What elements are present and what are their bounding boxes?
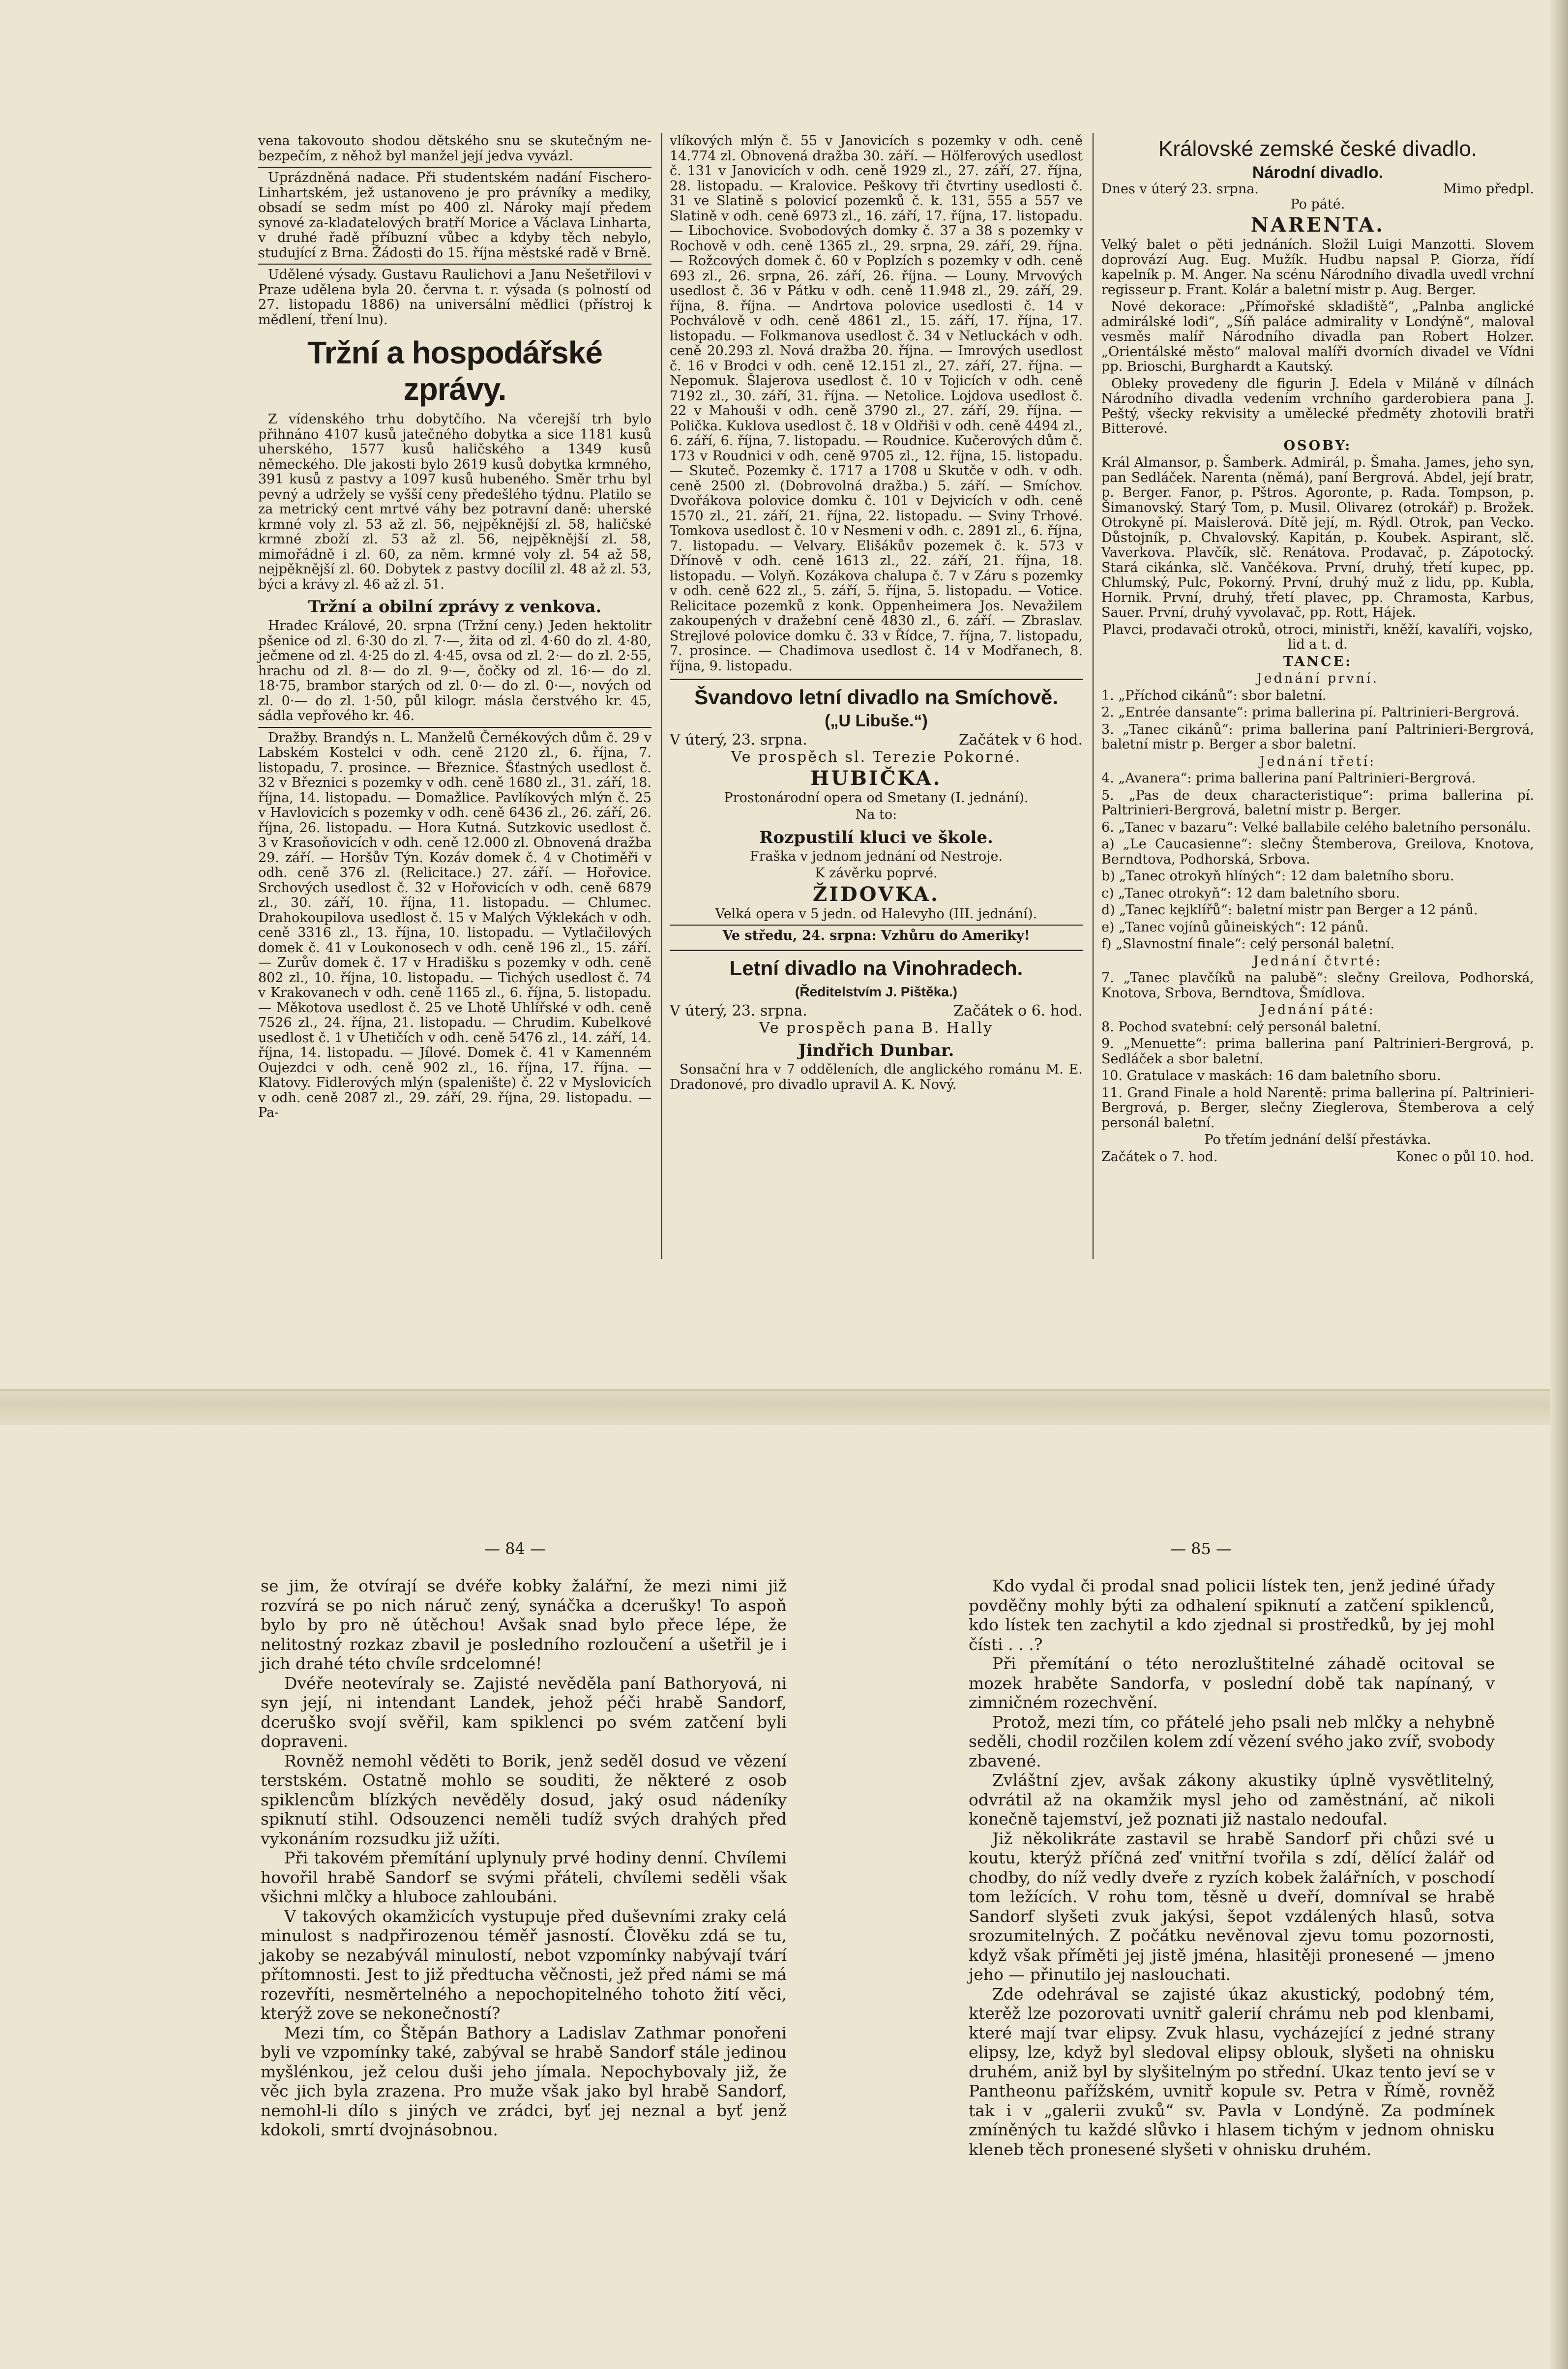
act-heading: Jednání čtvrté: — [1253, 953, 1383, 969]
column-rule — [661, 133, 662, 1259]
column-2 — [670, 134, 1083, 1094]
column-3 — [1101, 134, 1534, 1165]
book-paragraph: Rovněž nemohl věděti to Borik, jenž seděl dosud ve vězení terstském. Ostatně mohlo se souditi, že některé z osob spiklencům blízkých nevěděly dosud, jaký osud nádeníky spiknutí stihl. Odsouzenci neměli tudíž svých drahých před vykonáním rozsudku již užíti. — [261, 1751, 787, 1848]
performance-number: Po páté. — [1290, 196, 1345, 212]
book-paragraph: Dvéře neotevíraly se. Zajisté nevěděla paní Bathoryová, ni syn její, ni intendant Landek, jehož péči hrabě Sandorf, dceruško svojí svěřil, kam spiklenci po svém zatčení byli dopraveni. — [261, 1673, 787, 1751]
book-paragraph: se jim, že otvírají se dvéře kobky žalářní, že mezi nimi již rozvírá se po nich náruč zený, synáčka a dcerušky! To aspoň bylo by pro ně útěchou! Avšak snad bylo přece lépe, že nelitostný rozkaz zbavil je posledního rozloučení a ušetřil je i jich drahé této chvíle srdcelomné! — [261, 1576, 787, 1673]
act-heading: Jednání první. — [1256, 671, 1379, 686]
play-title: ŽIDOVKA. — [813, 882, 940, 906]
column-1 — [258, 134, 651, 1123]
cast-list: Plavci, prodavači otroků, otroci, ministři, kněží, kavalíři, vojsko, lid a t. d. — [1102, 622, 1533, 652]
paragraph: vena takovouto shodou dětského snu se skutečným ne-bezpečím, z něhož byl manžel její jedva vyvázl. — [258, 133, 651, 164]
cast-heading: OSOBY: — [1283, 438, 1352, 453]
dance-item: b) „Tanec otrokyň hlíných“: 12 dam baletního sboru. — [1101, 869, 1454, 884]
dance-item: c) „Tanec otrokyň“: 12 dam baletního sboru. — [1101, 885, 1400, 901]
play-title: Rozpustilí kluci ve škole. — [759, 827, 993, 847]
play-title: NARENTA. — [1250, 213, 1385, 237]
date: Dnes v úterý 23. srpna. — [1101, 181, 1259, 197]
play-desc: K závěrku poprvé. — [815, 866, 938, 881]
benefit: Ve prospěch pana B. Hally — [759, 1019, 993, 1037]
book-paragraph: Zde odehrával se zajisté úkaz akustický, podobný tém, kterěž lze pozorovati uvnitř galerií chrámu neb pod klenbami, které mají tvar elipsy. Zvuk hlasu, vycházející z jedné strany elipsy, lze, když byl sledoval elipsy oblouk, slyšeti na ohnisku druhém, aniž byl by slyšitelným po střední. Ukaz tento jeví se v Pantheonu pařížském, uvnitř kopule sv. Petra v Římě, rovněž tak i v „galerii zvuků“ sv. Pavla v Londýně. Za podmínek zmíněných tu každé slůvko i hlasem tichým v jednom ohnisku kleneb těch pronesené slyšeti v ohnisku druhém. — [969, 1984, 1495, 2159]
dance-item: 1. „Příchod cikánů“: sbor baletní. — [1101, 688, 1327, 703]
book-page-left — [261, 1576, 787, 2140]
dance-item: 4. „Avanera“: prima ballerina paní Paltrinieri-Bergrová. — [1101, 771, 1476, 786]
dance-item: e) „Tanec vojínů gůineiských“: 12 pánů. — [1101, 919, 1369, 935]
book-paragraph: Mezi tím, co Štěpán Bathory a Ladislav Zathmar ponořeni byli ve vzpomínky také, zabýval se hrabě Sandorf stále jedinou myšlénkou, jež celou duši jeho jímala. Nepochybovaly již, že věc jich byla zrazena. Pro muže však jako byl hrabě Sandorf, nemohl-li dílo s jiných ve zrádci, byť jej neznal a byť jenž kdokoli, smrtí dvojnásobnou. — [261, 2023, 787, 2139]
play-desc: Fraška v jednom jednání od Nestroje. — [749, 848, 1003, 864]
benefit: Ve prospěch sl. Terezie Pokorné. — [731, 749, 1022, 766]
theatre-ad-vinohrady — [670, 956, 1083, 1093]
start-time: Začátek o 6. hod. — [953, 1002, 1083, 1020]
play-desc: Velký balet o pěti jednáních. Složil Luigi Manzotti. Slovem doprovází Aug. Eug. Mužík. Hudbu napsal P. Giorza, řídí kapelník p. M. Anger. Na scénu Národního divadla uvedl vrchní regisseur p. Frant. Kolár a baletní mistr p. Aug. Berger. — [1101, 237, 1534, 298]
divider — [670, 925, 1083, 926]
play-title: HUBIČKA. — [810, 766, 942, 790]
dance-item: a) „Le Caucasienne“: slečny Štemberova, Greilova, Knotova, Berndtova, Podhorská, Srbova. — [1101, 837, 1534, 867]
paragraph: Z vídenského trhu dobytčího. Na včerejší trh bylo přihnáno 4107 kusů jatečného dobytka a sice 1181 kusů uherského, 1577 kusů haličského a 1349 kusů německého. Dle jakosti bylo 2619 kusů dobytka krmného, 391 kusů z pastvy a 1097 kusů hubeného. Směr trhu byl pevný a udržely se vyšší ceny předešlého týdnu. Platilo se za metrický cent mrtvé váhy bez potravní daně: uherské krmné voly zl. 53 až zl. 56, nejpěknější zl. 58, haličské krmné zboží zl. 53 až zl. 56, nejpěknější zl. 58, mimořádně i zl. 60, za něm. krmné voly zl. 54 až 58, nejpěknější zl. 60. Dobytek z pastvy docílil zl. 48 až zl. 53, býci a krávy zl. 46 až zl. 51. — [258, 412, 651, 592]
book-paragraph: Při přemítání o této nerozluštitelné záhadě ocitoval se mozek hraběte Sandorfa, v poslední době tak napínaný, v zimničném rozechvění. — [969, 1654, 1495, 1712]
dance-item: 8. Pochod svatební: celý personál baletní. — [1101, 1019, 1382, 1035]
dance-item: 10. Gratulace v maskách: 16 dam baletního sboru. — [1101, 1068, 1441, 1083]
divider — [258, 727, 651, 728]
dances-heading: TANCE: — [1283, 654, 1353, 669]
book-page-right — [969, 1576, 1495, 2159]
divider — [258, 167, 651, 168]
dance-item: 2. „Entrée dansante“: prima ballerina pí. Paltrinieri-Bergrová. — [1101, 705, 1520, 720]
play-desc: Prostonárodní opera od Smetany (I. jednání). — [724, 790, 1029, 806]
book-paragraph: Zvláštní zjev, avšak zákony akustiky úplně vysvětlitelný, odvrátil až na okamžik mysl jeho od zaměstnání, ač nikoli konečně tajemství, jež poznati již nastalo nedoufal. — [969, 1770, 1495, 1829]
end-time: Konec o půl 10. hod. — [1396, 1149, 1534, 1165]
dance-item: 5. „Pas de deux characteristique“: prima ballerina pí. Paltrinieri-Bergrová, baletní mistr p. Berger. — [1101, 787, 1534, 818]
date: V úterý, 23. srpna. — [670, 1002, 807, 1020]
next-label: Na to: — [855, 807, 897, 822]
play-desc: Velká opera v 5 jedn. od Halevyho (III. jednání). — [715, 906, 1037, 922]
dance-item: f) „Slavnostní finale“: celý personál baletní. — [1101, 936, 1395, 952]
divider — [670, 679, 1083, 680]
paragraph: Dražby. Brandýs n. L. Manželů Černékových dům č. 29 v Labském Kostelci v odh. ceně 2120 zl., 6. října, 7. listopadu, 7. prosince. — Březnice. Šťastných usedlost č. 32 v Březnici s pozemky v odh. ceně 1680 zl., 31. září, 18. října, 14. listopadu. — Domažlice. Pavlíkových mlýn č. 25 v Havlovicích s pozemky v odh. ceně 6436 zl., 26. září, 26. října, 26. listopadu. — Hora Kutná. Sutzkovic usedlost č. 3 v Krasoňovicích v odh. ceně 12.000 zl. Obnovená dražba 29. září. — Horšův Týn. Kozáv domek č. 4 v Chotiměři v odh. ceně 376 zl. (Relicitace.) 27. září. — Hořovice. Srchových usedlost č. 32 v Hořovicích v odh. ceně 6879 zl., 30. září, 10. října, 11. listopadu. — Chlumec. Drahokoupilova usedlost č. 15 v Malých Výklekách v odh. ceně 3316 zl., 13. října, 10. listopadu. — Vytlačilových domek č. 41 v Loukonosech v odh. ceně 196 zl., 15. září. — Zurův domek č. 17 v Hradišku s pozemky v odh. ceně 802 zl., 10. října, 10. listopadu. — Tichých usedlost č. 74 v Krakovanech v odh. ceně 1165 zl., 6. října, 5. listopadu. — Měkotova usedlost č. 25 ve Lhotě Uhlířské v odh. ceně 7526 zl., 24. října, 21. listopadu. — Chrudim. Kubelkové usedlost č. 1 v Uhetičích v odh. ceně 5476 zl., 14. září, 14. října, 14. listopadu. — Jílové. Domek č. 41 v Kamenném Oujezdci v odh. ceně 902 zl., 16. října, 17. října. — Klatovy. Fidlerových mlýn (spalenište) č. 22 v Myslovicích v odh. ceně 2087 zl., 29. září, 29. října, 29. listopadu. — Pa- — [258, 730, 651, 1120]
book-paragraph: Při takovém přemítání uplynuly prvé hodiny denní. Chvílemi hovořil hrabě Sandorf se svými přáteli, chvílemi seděli však všichni mlčky a hluboce zahloubáni. — [261, 1848, 787, 1906]
theatre-subtitle: (Ředitelstvím J. Pištěka.) — [795, 984, 957, 999]
intermission-note: Po třetím jednání delší přestávka. — [1204, 1132, 1431, 1147]
paragraph: vlíkových mlýn č. 55 v Janovicích s pozemky v odh. ceně 14.774 zl. Obnovená dražba 30. září. — Hölferových usedlost č. 131 v Janovicích v odh. ceně 1929 zl., 27. září, 27. října, 28. listopadu. — Kralovice. Peškovy tři čtvrtiny usedlosti č. 31 ve Slatině s polovicí pozemků č. k. 131, 555 a 557 ve Slatině v odh. ceně 6973 zl., 16. září, 17. října, 17. listopadu. — Libochovice. Svobodových domky č. 37 a 38 s pozemky v Rochově v odh. ceně 1365 zl., 29. srpna, 29. září, 29. října. — Rožcových domek č. 60 v Poplzích s pozemky v odh. ceně 693 zl., 26. srpna, 26. září, 26. října. — Louny. Mrvových usedlost č. 36 v Pátku v odh. ceně 11.948 zl., 29. září, 29. října, 8. října. — Andrtova polovice usedlosti č. 14 v Pochválově v odh. ceně 4861 zl., 15. září, 17. října, 17. listopadu. — Folkmanova usedlost č. 34 v Netluckách v odh. ceně 20.293 zl. Nová dražba 20. října. — Imrových usedlost č. 16 v Brodci v odh. ceně 12.151 zl., 27. září, 27. října. — Nepomuk. Šlajerova usedlost č. 10 v Tojicích v odh. ceně 7192 zl., 30. září, 31. října. — Netolice. Lojdova usedlost č. 22 v Mahouši v odh. ceně 3790 zl., 27. září, 29. října. — Polička. Kuklova usedlost č. 18 v Oldřiši v odh. ceně 4494 zl., 6. září, 6. října, 7. listopadu. — Roudnice. Kučerových dům č. 173 v Roudnici v odh. ceně 9705 zl., 12. října, 15. listopadu. — Skuteč. Pozemky č. 1717 a 1708 u Skutče v odh. v odh. ceně 2500 zl. (Dobrovolná dražba.) 5. září. — Smíchov. Dvořákova polovice domku č. 101 v Dejvicích v odh. ceně 1570 zl., 21. září, 21. října, 22. listopadu. — Sviny Trhové. Tomkova usedlost č. 10 v Nesmeni v odh. c. 2891 zl., 6. října, 7. listopadu. — Velvary. Elišákův pozemek č. k. 573 v Dřínově v odh. ceně 1613 zl., 22. září, 21. října, 18. listopadu. — Volyň. Kozákova chalupa č. 7 v Záru s pozemky v odh. ceně 622 zl., 5. září, 5. října, 5. listopadu. — Votice. Relicitace pozemků z konk. Oppenheimera Jos. Nevažilem zakoupených v dražební ceně 4830 zl., 6. září. — Zbraslav. Strejlové polovice domku č. 33 v Řídce, 7. října, 7. listopadu, 7. prosince. — Chadimova usedlost č. 14 v Modřanech, 8. října, 9. listopadu. — [670, 133, 1083, 674]
play-title: Jindřich Dunbar. — [798, 1041, 954, 1060]
column-rule — [1093, 133, 1094, 1259]
section-subheading: Tržní a obilní zprávy z venkova. — [308, 597, 602, 617]
book-paragraph: V takových okamžicích vystupuje před duševními zraky celá minulost s nadpřirozenou téměř jasností. Člověku zdá se tu, jakoby se nezabývál minulostí, nebot vzpomínky nabývají tvárí přítomnosti. Jest to již předtucha věčnosti, jež před námi se má rozevříti, nesměrtelného a nepochopitelného tohoto žití věci, kterýž zove se nekonečností? — [261, 1906, 787, 2023]
subscription-note: Mimo předpl. — [1443, 181, 1534, 197]
dance-item: 11. Grand Finale a hold Narentě: prima ballerina pí. Paltrinieri-Bergrová, p. Berger, slečny Zieglerova, Štemberova a celý personál baletní. — [1101, 1085, 1534, 1131]
book-paragraph: Kdo vydal či prodal snad policii lístek ten, jenž jediné úřady povděčny mohly býti za odhalení spiknutí a zatčení spiklenců, kdo lístek ten zachytil a kdo zjednal si prostředků, by jej mohl čísti . . .? — [969, 1576, 1495, 1654]
divider — [258, 264, 651, 265]
play-desc: Obleky provedeny dle figurin J. Edela v Miláně v dílnách Národního divadla vedením vrchního garderobiera pana J. Peštý, všecky rekvisity a umělecké předměty zhotovili bratři Bitterové. — [1101, 376, 1534, 436]
page-fold — [0, 1389, 1568, 1425]
date: V úterý, 23. srpna. — [670, 731, 807, 749]
next-show: Ve středu, 24. srpna: Vzhůru do Ameriky! — [722, 928, 1030, 943]
start-time: Začátek v 6 hod. — [958, 731, 1083, 749]
theatre-title: Letní divadlo na Vinohradech. — [729, 956, 1023, 980]
page-number-right: — 85 — — [1170, 1539, 1232, 1558]
section-heading: Tržní a hospodářské zprávy. — [307, 335, 602, 407]
act-heading: Jednání páté: — [1260, 1002, 1375, 1018]
dance-item: d) „Tanec kejklířů“: baletní mistr pan Berger a 12 pánů. — [1101, 902, 1478, 918]
paragraph: Uprázdněná nadace. Při studentském nadání Fischero-Linhartském, jež ustanoveno je pro právníky a mediky, obsadí se sedm míst po 400 zl. Nároky mají předem synové za-kladatelových bratří Morice a Václava Linharta, v druhé řadě příbuzní vůbec a kdyby těch nebylo, studující z Brna. Žádosti do 15. října městské radě v Brně. — [258, 170, 651, 261]
dance-item: 3. „Tanec cikánů“: prima ballerina paní Paltrinieri-Bergrová, baletní mistr p. Berger a sbor baletní. — [1101, 721, 1534, 752]
play-desc: Nové dekorace: „Přímořské skladiště“, „Palnba anglické admirálské lodi“, „Síň paláce admirality v Londýně“, maloval vesměs malíř Národního divadla pan Robert Holzer. „Orientálské město“ maloval malíři dvorních divadel ve Vídni pp. Brioschi, Burghardt a Kautský. — [1101, 299, 1534, 374]
theatre-subtitle: („U Libuše.“) — [825, 712, 928, 730]
book-paragraph: Protož, mezi tím, co přátelé jeho psali neb mlčky a nehybně seděli, chodil rozčilen kolem zdí vězení svého jako zvíř, svobody zbavené. — [969, 1712, 1495, 1770]
act-heading: Jednání třetí: — [1259, 753, 1376, 769]
theatre-title: Švandovo letní divadlo na Smíchově. — [694, 686, 1058, 709]
dance-item: 9. „Menuette“: prima ballerina paní Paltrinieri-Bergrová, p. Sedláček a sbor baletní. — [1101, 1036, 1534, 1067]
theatre-subtitle: Národní divadlo. — [1252, 163, 1384, 182]
dance-item: 6. „Tanec v bazaru“: Velké ballabile celého baletního personálu. — [1101, 819, 1531, 835]
cast-list: Král Almansor, p. Šamberk. Admirál, p. Šmaha. James, jeho syn, pan Sedláček. Narenta (němá), paní Bergrová. Abdel, její bratr, p. Berger. Fanor, p. Pštros. Agoronte, p. Rada. Tompson, p. Šimanovský. Starý Tom, p. Musil. Olivarez (otrokář) p. Brožek. Otrokyně pí. Maislerová. Dítě její, m. Rýdl. Otrok, pan Vecko. Důstojník, p. Chvalovský. Kapitán, p. Koubek. Aspirant, slč. Vaverkova. Plavčík, slč. Renátova. Prodavač, p. Zápotocký. Stará cikánka, slč. Vančékova. První, druhý, třetí kupec, pp. Chlumský, Pulc, Pokorný. První, druhý muž z lidu, pp. Kubla, Hornik. První, druhý, třetí plavec, pp. Chramosta, Karbus, Sauer. První, druhý vyvolavač, pp. Rott, Hájek. — [1101, 455, 1534, 620]
page-number-left: — 84 — — [484, 1539, 546, 1558]
theatre-ad-smichov — [670, 685, 1083, 951]
dance-item: 7. „Tanec plavčíků na palubě“: slečny Greilova, Podhorská, Knotova, Srbova, Berndtova, Šmídlova. — [1101, 970, 1534, 1001]
theatre-title: Královské zemské české divadlo. — [1158, 137, 1478, 161]
book-paragraph: Již několikráte zastavil se hrabě Sandorf při chůzi své u koutu, kterýž příčná zeď vnitřní tvořila s zdí, dělící žalář od chodby, do níž vedly dveře z ryzích kobek žalářních, v poschodí tom ležících. V rohu tom, těsně u dveří, domníval se hrabě Sandorf slyšeti zvuk jakýsi, šepot vzdálených hlasů, sotva srozumitelných. Z počátku nevěnoval zjevu tomu pozornosti, když však příměti jej jistě jména, hlasitěji pronesené — jmeno jeho — přinutilo jej naslouchati. — [969, 1829, 1495, 1984]
paragraph: Hradec Králové, 20. srpna (Tržní ceny.) Jeden hektolitr pšenice od zl. 6·30 do zl. 7·—, žita od zl. 4·60 do zl. 4·80, ječmene od zl. 4·25 do zl. 4·45, ovsa od zl. 2·— do zl. 2·55, hrachu od zl. 8·— do zl. 9·—, čočky od zl. 16·— do zl. 18·75, brambor starých od zl. 0·— do zl. 0·—, nových od zl. 0·— do zl. 1·50, půl kilogr. másla čerstvého kr. 45, sádla vepřového kr. 46. — [258, 618, 651, 723]
page-edge — [1550, 0, 1568, 2369]
start-time: Začátek o 7. hod. — [1101, 1149, 1218, 1165]
play-desc: Sonsační hra v 7 odděleních, dle anglického románu M. E. Dradonové, pro divadlo upravil A. K. Nový. — [670, 1062, 1083, 1092]
paragraph: Udělené výsady. Gustavu Raulichovi a Janu Nešetřilovi v Praze udělena byla 20. června t. r. výsada (s polností od 27. listopadu 1886) na universální mědlici (přístroj k mědlení, tření lnu). — [258, 267, 651, 328]
